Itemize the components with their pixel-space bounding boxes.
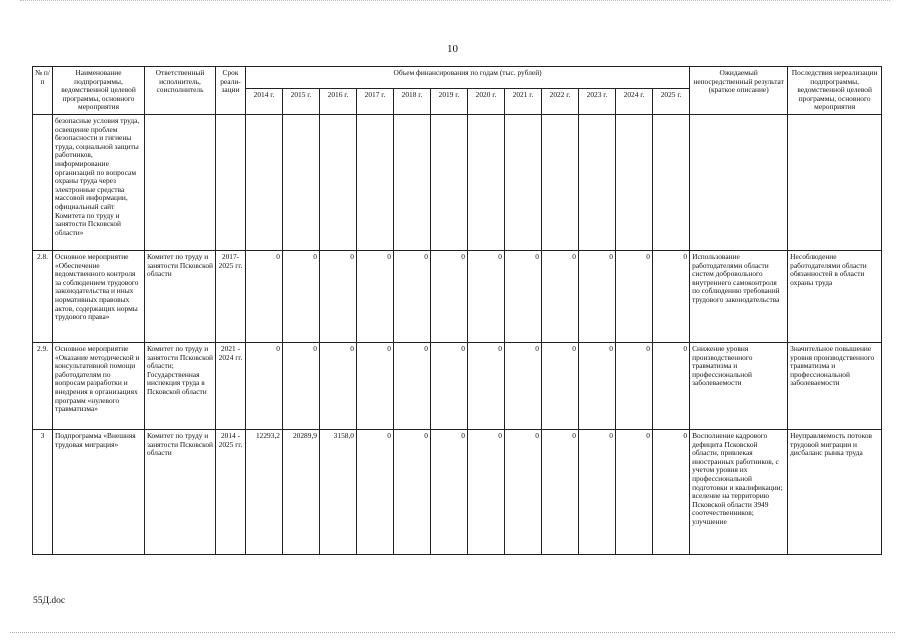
row-result: Снижение уровня производственного травматизма и профессиональной заболеваемости xyxy=(690,342,788,429)
row-value: 0 xyxy=(283,342,320,429)
row-result: Восполнение кадрового дефицита Псковской области, привлекая иностранных работников, с учетом уровня их профессиональной подготовки и квалификации; вселение на территорию Псковской области 3949 соотечественников; улучшение xyxy=(690,429,788,554)
row-value: 0 xyxy=(431,250,468,342)
row-value: 0 xyxy=(579,250,616,342)
program-table xyxy=(32,66,882,555)
row-value: 0 xyxy=(283,250,320,342)
row-value: 0 xyxy=(616,250,653,342)
row-value: 0 xyxy=(616,342,653,429)
row-value: 0 xyxy=(653,250,690,342)
row-value: 0 xyxy=(394,429,431,554)
header-year: 2023 г. xyxy=(579,88,616,114)
row-value xyxy=(283,114,320,250)
row-value: 0 xyxy=(357,342,394,429)
header-year: 2022 г. xyxy=(542,88,579,114)
row-value: 0 xyxy=(542,342,579,429)
scan-edge-bottom xyxy=(10,632,895,637)
row-value: 0 xyxy=(579,429,616,554)
header-year: 2015 г. xyxy=(283,88,320,114)
row-term: 2017-2025 гг. xyxy=(216,250,246,342)
row-value: 0 xyxy=(579,342,616,429)
row-value: 0 xyxy=(653,429,690,554)
header-term: Срок реали-зации xyxy=(216,67,246,115)
table-row xyxy=(33,429,882,554)
row-no: 3 xyxy=(33,429,53,554)
row-value: 20289,9 xyxy=(283,429,320,554)
row-value: 0 xyxy=(357,429,394,554)
row-term xyxy=(216,114,246,250)
row-value xyxy=(616,114,653,250)
row-name: Основное мероприятие «Оказание методической и консультативной помощи работодателям по вопросам разработки и внедрения в организациях программ «нулевого травматизма» xyxy=(53,342,145,429)
row-no: 2.9. xyxy=(33,342,53,429)
header-financing: Объем финансирования по годам (тыс. рублей) xyxy=(246,67,690,89)
scan-edge-top xyxy=(20,0,890,5)
row-result xyxy=(690,114,788,250)
row-value xyxy=(431,114,468,250)
row-value: 0 xyxy=(542,429,579,554)
header-row-1 xyxy=(33,67,882,89)
header-consequences: Последствия нереализации подпрограммы, ведомственной целевой программы, основного мероприятия xyxy=(788,67,882,115)
row-responsible xyxy=(145,114,216,250)
header-result: Ожидаемый непосредственный результат (краткое описание) xyxy=(690,67,788,115)
row-value xyxy=(505,114,542,250)
row-value xyxy=(246,114,283,250)
row-consequences: Неуправляемость потоков трудовой миграции и дисбаланс рынка труда xyxy=(788,429,882,554)
table-row xyxy=(33,342,882,429)
row-value: 0 xyxy=(394,250,431,342)
row-value: 0 xyxy=(505,250,542,342)
row-value: 0 xyxy=(246,250,283,342)
row-value: 0 xyxy=(394,342,431,429)
header-year: 2019 г. xyxy=(431,88,468,114)
row-value: 3158,0 xyxy=(320,429,357,554)
row-value: 0 xyxy=(431,429,468,554)
header-year: 2025 г. xyxy=(653,88,690,114)
header-no: № п/п xyxy=(33,67,53,115)
row-value: 0 xyxy=(431,342,468,429)
row-result: Использование работодателями области систем добровольного внутреннего самоконтроля по соблюдению требований трудового законодательства xyxy=(690,250,788,342)
row-value: 0 xyxy=(357,250,394,342)
header-year: 2020 г. xyxy=(468,88,505,114)
row-value xyxy=(394,114,431,250)
header-name: Наименование подпрограммы, ведомственной целевой программы, основного мероприятия xyxy=(53,67,145,115)
row-name: Основное мероприятие «Обеспечение ведомственного контроля за соблюдением трудового законодательства и иных нормативных правовых актов, содержащих нормы трудового права» xyxy=(53,250,145,342)
row-value xyxy=(320,114,357,250)
row-value: 0 xyxy=(468,342,505,429)
row-value: 0 xyxy=(616,429,653,554)
table-row xyxy=(33,250,882,342)
row-consequences xyxy=(788,114,882,250)
row-value: 0 xyxy=(653,342,690,429)
header-year: 2017 г. xyxy=(357,88,394,114)
row-value: 0 xyxy=(320,250,357,342)
row-value xyxy=(468,114,505,250)
header-responsible: Ответственный исполнитель, соисполнитель xyxy=(145,67,216,115)
footer-filename: 55Д.doc xyxy=(33,596,66,606)
row-value xyxy=(579,114,616,250)
header-year: 2024 г. xyxy=(616,88,653,114)
header-year: 2018 г. xyxy=(394,88,431,114)
row-value: 0 xyxy=(320,342,357,429)
row-term: 2014 - 2025 гг. xyxy=(216,429,246,554)
row-value: 0 xyxy=(468,429,505,554)
row-value: 0 xyxy=(505,429,542,554)
row-no xyxy=(33,114,53,250)
header-year: 2016 г. xyxy=(320,88,357,114)
row-name: Подпрограмма «Внешняя трудовая миграция» xyxy=(53,429,145,554)
row-consequences: Значительное повышение уровня производственного травматизма и профессиональной заболеваемости xyxy=(788,342,882,429)
row-value xyxy=(653,114,690,250)
table-row xyxy=(33,114,882,250)
row-no: 2.8. xyxy=(33,250,53,342)
row-consequences: Несоблюдение работодателями области обязанностей в области охраны труда xyxy=(788,250,882,342)
row-value: 12293,2 xyxy=(246,429,283,554)
page-number: 10 xyxy=(447,43,458,55)
row-responsible: Комитет по труду и занятости Псковской области; Государственная инспекция труда в Псковской области xyxy=(145,342,216,429)
row-name: безопасные условия труда, освещение проблем безопасности и гигиены труда, социальной защиты работников, информирование организаций по вопросам охраны труда через электронные средства массовой информации, официальный сайт Комитета по труду и занятости Псковской области» xyxy=(53,114,145,250)
row-value xyxy=(357,114,394,250)
row-value xyxy=(542,114,579,250)
row-value: 0 xyxy=(542,250,579,342)
row-term: 2021 - 2024 гг. xyxy=(216,342,246,429)
row-value: 0 xyxy=(468,250,505,342)
row-value: 0 xyxy=(246,342,283,429)
row-value: 0 xyxy=(505,342,542,429)
row-responsible: Комитет по труду и занятости Псковской области xyxy=(145,250,216,342)
row-responsible: Комитет по труду и занятости Псковской области xyxy=(145,429,216,554)
header-year: 2014 г. xyxy=(246,88,283,114)
header-year: 2021 г. xyxy=(505,88,542,114)
